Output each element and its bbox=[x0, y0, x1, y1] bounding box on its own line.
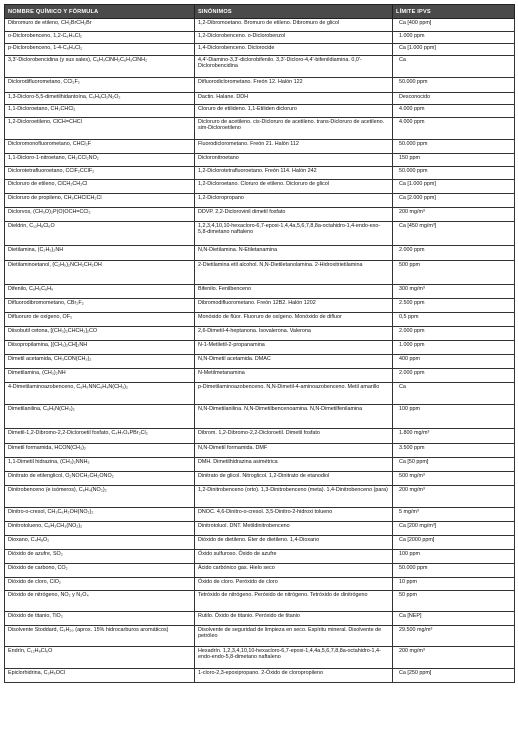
cell-limit: Ca [250 ppm] bbox=[393, 669, 515, 683]
cell-limit: 10 ppm bbox=[393, 578, 515, 591]
cell-synonyms: 1,2-Diclorotetrafluoroetano. Freón 114. Halón 242 bbox=[195, 167, 393, 180]
cell-name: 1,2-Dicloroetileno, ClCH=CHCl bbox=[5, 118, 195, 140]
cell-synonyms: Dinitrotoluol. DNT. Metildinitrobenceno bbox=[195, 522, 393, 536]
cell-name: 3,3'-Diclorobencidina (y sus sales), C₆H₃ClNH₂C₆H₃ClNH₂ bbox=[5, 56, 195, 78]
cell-limit: Ca [1.000 ppm] bbox=[393, 44, 515, 56]
cell-limit: Ca bbox=[393, 56, 515, 78]
cell-synonyms: Óxido de cloro. Peróxido de cloro bbox=[195, 578, 393, 591]
table-row bbox=[5, 246, 515, 261]
table-row bbox=[5, 472, 515, 486]
cell-synonyms: N-1-Metiletil-2-propanamina bbox=[195, 341, 393, 355]
cell-synonyms: N,N-Dimetil acetamida. DMAC bbox=[195, 355, 393, 369]
cell-synonyms: 1-cloro-2,3-epoxipropano. 2-Óxido de cloropropileno bbox=[195, 669, 393, 683]
cell-synonyms: Difluorodiclorometano. Freón 12. Halón 122 bbox=[195, 78, 393, 93]
cell-limit: 2.000 ppm bbox=[393, 369, 515, 383]
table-row bbox=[5, 405, 515, 429]
cell-synonyms: Dinitrato de glicol. Nitroglicol. 1,2-Dinitrato de etanodiol bbox=[195, 472, 393, 486]
cell-synonyms: 1,2-Dicloroetano. Cloruro de etileno. Dicloruro de glicol bbox=[195, 180, 393, 194]
cell-synonyms: N,N-Dimetilanilina. N,N-Dimetilbencenoamina. N,N-Dimetilfenilamina bbox=[195, 405, 393, 429]
cell-name: Diclorvos, (CH₃O)₂P(O)OCH=CCl₂ bbox=[5, 208, 195, 222]
cell-synonyms: p-Dimetilaminoazobenceno. N,N-Dimetil-4-aminoazobenceno. Metil amarillo bbox=[195, 383, 393, 405]
cell-limit: 200 mg/m³ bbox=[393, 486, 515, 508]
table-row bbox=[5, 612, 515, 626]
table-row bbox=[5, 550, 515, 564]
cell-synonyms: 4,4'-Diamino-3,3'-diclorobifenilo. 3,3'-Dicloro-4,4'-bifenildiamina. 0,0'-Diclorobencidina bbox=[195, 56, 393, 78]
cell-limit: Ca [2.000 ppm] bbox=[393, 194, 515, 208]
cell-limit: Ca [400 ppm] bbox=[393, 19, 515, 32]
table-row bbox=[5, 285, 515, 299]
cell-synonyms: DDVP. 2,2-Diclorovinil dimetil fosfato bbox=[195, 208, 393, 222]
header-name: NOMBRE QUÍMICO Y FÓRMULA bbox=[5, 5, 195, 19]
cell-limit: 1.000 ppm bbox=[393, 341, 515, 355]
table-row bbox=[5, 669, 515, 683]
cell-name: Dióxido de titanio, TiO₂ bbox=[5, 612, 195, 626]
table-row bbox=[5, 341, 515, 355]
cell-synonyms: DMH. Dimetilhidrazina asimétrica bbox=[195, 458, 393, 472]
cell-synonyms: Tetróxido de nitrógeno. Peróxido de nitrógeno. Tetróxido de dinitrógeno bbox=[195, 591, 393, 612]
cell-synonyms: Dicloronitroetano bbox=[195, 154, 393, 167]
cell-limit: 50.000 ppm bbox=[393, 167, 515, 180]
table-row bbox=[5, 564, 515, 578]
cell-synonyms: 2,6-Dimetil-4-heptanona. Isovalerona. Valerona bbox=[195, 327, 393, 341]
cell-name: Dinitrotolueno, C₆H₃CH₃(NO₂)₂ bbox=[5, 522, 195, 536]
cell-synonyms: N-Metilmetanamina bbox=[195, 369, 393, 383]
cell-synonyms: Dicloruro de acetileno. cis-Dicloruro de acetileno. trans-Dicloruro de acetileno. sim-Dicloroetileno bbox=[195, 118, 393, 140]
cell-name: Diisobutil cetona, [(CH₃)₂CHCH₂]₂CO bbox=[5, 327, 195, 341]
cell-name: Endrín, C₁₂H₈Cl₆O bbox=[5, 647, 195, 669]
cell-name: Dietilamina, (C₂H₅)₂NH bbox=[5, 246, 195, 261]
cell-limit: 0,5 ppm bbox=[393, 313, 515, 327]
cell-limit: 3.500 ppm bbox=[393, 444, 515, 458]
table-row bbox=[5, 522, 515, 536]
cell-limit: 100 ppm bbox=[393, 405, 515, 429]
cell-limit: 50 ppm bbox=[393, 591, 515, 612]
table-row bbox=[5, 458, 515, 472]
table-row bbox=[5, 647, 515, 669]
cell-limit: Ca [1.000 ppm] bbox=[393, 180, 515, 194]
table-row bbox=[5, 261, 515, 285]
cell-limit: 200 mg/m³ bbox=[393, 208, 515, 222]
cell-name: Dicloruro de propileno, CH₃CHClCH₂Cl bbox=[5, 194, 195, 208]
cell-name: Dietilaminoetanol, (C₂H₅)₂NCH₂CH₂OH bbox=[5, 261, 195, 285]
cell-name: Dinitrato de etilenglicol, O₂NOCH₂CH₂ONO₂ bbox=[5, 472, 195, 486]
cell-name: Dióxido de azufre, SO₂ bbox=[5, 550, 195, 564]
cell-name: Difenilo, C₆H₅C₆H₅ bbox=[5, 285, 195, 299]
cell-synonyms: 1,2,3,4,10,10-hexacloro-6,7-epoxi-1,4,4a,5,6,7,8,8a-octahidro-1,4-endo-exo-5,8-dimetano naftaleno bbox=[195, 222, 393, 246]
cell-limit: 500 mg/m³ bbox=[393, 472, 515, 486]
cell-limit: 4.000 ppm bbox=[393, 105, 515, 118]
cell-limit: 200 mg/m³ bbox=[393, 647, 515, 669]
cell-limit: 2.500 ppm bbox=[393, 299, 515, 313]
table-row bbox=[5, 167, 515, 180]
cell-name: 4-Dimetilaminoazobenceno, C₆H₅NNC₆H₄N(CH₃)₂ bbox=[5, 383, 195, 405]
cell-limit: 5 mg/m³ bbox=[393, 508, 515, 522]
cell-synonyms: Ácido carbónico gas. Hielo seco bbox=[195, 564, 393, 578]
cell-synonyms: Fluorodiclorometano. Freón 21. Halón 112 bbox=[195, 140, 393, 154]
cell-limit: Ca bbox=[393, 383, 515, 405]
cell-synonyms: 1,2-Dicloropropano bbox=[195, 194, 393, 208]
cell-synonyms: DNOC. 4,6-Dinitro-o-cresol. 3,5-Dinitro-2-hidroxi tolueno bbox=[195, 508, 393, 522]
cell-synonyms: Cloruro de etilideno. 1,1-Etiliden dicloruro bbox=[195, 105, 393, 118]
cell-synonyms: Dibrom. 1,2-Dibromo-2,2-Dicloroetil. Dimetil fosfato bbox=[195, 429, 393, 444]
cell-limit: 500 ppm bbox=[393, 261, 515, 285]
cell-name: Dimetil-1,2-Dibromo-2,2-Dicloroetil fosfato, C₄H₇O₄PBr₂Cl₂ bbox=[5, 429, 195, 444]
table-row bbox=[5, 313, 515, 327]
cell-name: o-Diclorobenceno, 1,2-C₆H₄Cl₂ bbox=[5, 32, 195, 44]
cell-synonyms: N,N-Dietilamina. N-Etiletanamina bbox=[195, 246, 393, 261]
cell-name: Dieldrin, C₁₂H₈Cl₆O bbox=[5, 222, 195, 246]
table-row bbox=[5, 626, 515, 647]
cell-name: Dibromuro de etileno, CH₂BrCH₂Br bbox=[5, 19, 195, 32]
cell-limit: 150 ppm bbox=[393, 154, 515, 167]
cell-synonyms: 1,2-Dibromoetano. Bromuro de etileno. Dibromuro de glicol bbox=[195, 19, 393, 32]
table-row bbox=[5, 44, 515, 56]
table-row bbox=[5, 194, 515, 208]
table-row bbox=[5, 32, 515, 44]
cell-name: Dióxido de cloro, ClO₂ bbox=[5, 578, 195, 591]
cell-name: Dimetil acetamida, CH₃CON(CH₃)₂ bbox=[5, 355, 195, 369]
cell-limit: Ca [50 ppm] bbox=[393, 458, 515, 472]
cell-limit: Ca [NEP] bbox=[393, 612, 515, 626]
cell-name: Dicloromonofluorometano, CHCl₂F bbox=[5, 140, 195, 154]
table-row bbox=[5, 591, 515, 612]
table-row bbox=[5, 486, 515, 508]
cell-synonyms: 1,2-Diclorobenceno. o-Diclorobenzol bbox=[195, 32, 393, 44]
cell-limit: 400 ppm bbox=[393, 355, 515, 369]
cell-name: Dinitrobenceno (e isómeros), C₆H₄(NO₂)₂ bbox=[5, 486, 195, 508]
cell-limit: 50.000 ppm bbox=[393, 564, 515, 578]
table-row bbox=[5, 536, 515, 550]
cell-limit: 4.000 ppm bbox=[393, 118, 515, 140]
cell-name: 1,1-Dicloro-1-nitroetano, CH₃CCl₂NO₂ bbox=[5, 154, 195, 167]
table-row bbox=[5, 140, 515, 154]
chemical-table bbox=[4, 4, 515, 683]
cell-name: Dimetilamina, (CH₃)₂NH bbox=[5, 369, 195, 383]
cell-name: Dinitro-o-cresol, CH₃C₆H₂OH(NO₂)₂ bbox=[5, 508, 195, 522]
cell-synonyms: Dibromodifluorometano. Freón 12B2. Halón 1202 bbox=[195, 299, 393, 313]
cell-synonyms: Dactin. Halane. DDH bbox=[195, 93, 393, 105]
table-row bbox=[5, 118, 515, 140]
table-row bbox=[5, 578, 515, 591]
table-body bbox=[5, 19, 515, 683]
table-row bbox=[5, 154, 515, 167]
cell-name: 1,1-Dimetil hidrazina, (CH₃)₂NNH₂ bbox=[5, 458, 195, 472]
cell-limit: 1.000 ppm bbox=[393, 32, 515, 44]
table-row bbox=[5, 299, 515, 313]
cell-name: p-Diclorobenceno, 1-4-C₆H₄Cl₂ bbox=[5, 44, 195, 56]
cell-limit: Ca [2000 ppm] bbox=[393, 536, 515, 550]
cell-synonyms: Disolvente de seguridad de limpieza en seco. Espíritu mineral. Disolvente de petróleo bbox=[195, 626, 393, 647]
cell-limit: Ca [450 mg/m³] bbox=[393, 222, 515, 246]
header-limit: LÍMITE IPVS bbox=[393, 5, 515, 19]
cell-name: Disolvente Stoddard, C₉H₂₀ (aprox. 15% hidrocarburos aromáticos) bbox=[5, 626, 195, 647]
table-row bbox=[5, 19, 515, 32]
cell-name: Dióxido de nitrógeno, NO₂ y N₂O₄ bbox=[5, 591, 195, 612]
table-row bbox=[5, 222, 515, 246]
cell-limit: Ca [200 mg/m³] bbox=[393, 522, 515, 536]
table-row bbox=[5, 105, 515, 118]
cell-synonyms: Hexadrín. 1,2,3,4,10,10-hexacloro-6,7-epoxi-1,4,4a,5,6,7,8,8a-octahidro-1,4-endo-endo-5,8-dimetano naftaleno bbox=[195, 647, 393, 669]
cell-name: Dioxano, C₄H₈O₂ bbox=[5, 536, 195, 550]
cell-name: Diclorotetrafluoroetano, CClF₂CClF₂ bbox=[5, 167, 195, 180]
cell-synonyms: Monóxido de flúor. Fluoruro de oxígeno. Monóxido de difluor bbox=[195, 313, 393, 327]
cell-limit: Desconocido bbox=[393, 93, 515, 105]
cell-name: Dicloruro de etileno, ClCH₂CH₂Cl bbox=[5, 180, 195, 194]
cell-synonyms: 1,4-Diclorobenceno. Diclorocide bbox=[195, 44, 393, 56]
cell-limit: 2.000 ppm bbox=[393, 327, 515, 341]
cell-limit: 300 mg/m³ bbox=[393, 285, 515, 299]
header-synonyms: SINÓNIMOS bbox=[195, 5, 393, 19]
cell-name: Dimetil formamida, HCON(CH₃)₂ bbox=[5, 444, 195, 458]
cell-synonyms: Óxido sulfuroso. Óxido de azufre bbox=[195, 550, 393, 564]
header-row bbox=[5, 5, 515, 19]
cell-name: Diclorodifluorometano, CCl₂F₂ bbox=[5, 78, 195, 93]
cell-synonyms: Rutilo. Óxido de titanio. Peróxido de titanio bbox=[195, 612, 393, 626]
table-row bbox=[5, 355, 515, 369]
cell-name: Difluorodibromometano, CBr₂F₂ bbox=[5, 299, 195, 313]
table-row bbox=[5, 508, 515, 522]
table-row bbox=[5, 78, 515, 93]
cell-name: Difluoruro de oxígeno, OF₂ bbox=[5, 313, 195, 327]
cell-name: 1,3-Dicloro-5,5-dimetilhidantoína, C₅H₆Cl₂N₂O₂ bbox=[5, 93, 195, 105]
cell-limit: 50.000 ppm bbox=[393, 140, 515, 154]
table-row bbox=[5, 327, 515, 341]
cell-name: 1,1-Dicloroetano, CH₃CHCl₂ bbox=[5, 105, 195, 118]
table-row bbox=[5, 208, 515, 222]
cell-limit: 1.800 mg/m³ bbox=[393, 429, 515, 444]
cell-limit: 29.500 mg/m³ bbox=[393, 626, 515, 647]
table-row bbox=[5, 383, 515, 405]
cell-synonyms: Dióxido de dietileno. Éter de dietileno. 1,4-Dioxano bbox=[195, 536, 393, 550]
cell-name: Dimetilanilina, C₆H₅N(CH₃)₂ bbox=[5, 405, 195, 429]
table-row bbox=[5, 56, 515, 78]
table-row bbox=[5, 429, 515, 444]
cell-name: Diisopropilamina, [(CH₃)₂CH]₂NH bbox=[5, 341, 195, 355]
cell-limit: 100 ppm bbox=[393, 550, 515, 564]
chemical-table-page bbox=[4, 4, 514, 683]
cell-limit: 50.000 ppm bbox=[393, 78, 515, 93]
cell-synonyms: 2-Dietilamina etil alcohol. N,N-Dietiletanolamina. 2-Hidroxitrietilamina bbox=[195, 261, 393, 285]
table-row bbox=[5, 369, 515, 383]
cell-synonyms: Bifenilo. Fenilbenceno bbox=[195, 285, 393, 299]
table-row bbox=[5, 444, 515, 458]
cell-limit: 2.000 ppm bbox=[393, 246, 515, 261]
table-row bbox=[5, 180, 515, 194]
cell-name: Dióxido de carbono, CO₂ bbox=[5, 564, 195, 578]
cell-name: Epiclorhidrina, C₃H₅OCl bbox=[5, 669, 195, 683]
table-row bbox=[5, 93, 515, 105]
cell-synonyms: N,N-Dimetil formamida. DMF bbox=[195, 444, 393, 458]
cell-synonyms: 1,2-Dinitrobenceno (orto). 1,3-Dinitrobenceno (meta). 1,4-Dinitrobenceno (para) bbox=[195, 486, 393, 508]
